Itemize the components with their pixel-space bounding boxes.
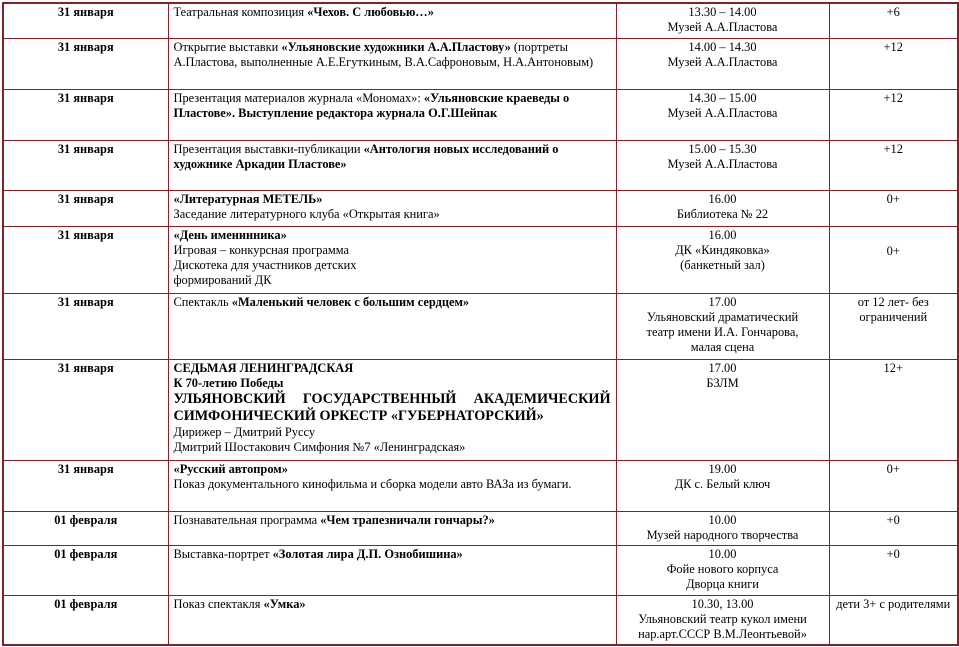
event-description	[168, 140, 616, 190]
event-type: Выставка-портрет	[173, 546, 273, 561]
performer-title: УЛЬЯНОВСКИЙ ГОСУДАРСТВЕННЫЙ АКАДЕМИЧЕСКИЙ СИМФОНИЧЕСКИЙ ОРКЕСТР «ГУБЕРНАТОРСКИЙ»	[173, 390, 611, 424]
event-title: «Антология новых исследований о художнике Аркадии Пластове»	[173, 141, 559, 171]
event-date: 01 февраля	[3, 511, 168, 545]
event-time: 17.00	[708, 294, 737, 309]
event-description	[168, 89, 616, 140]
event-title: «Ульяновские художники А.А.Пластову»	[281, 39, 511, 54]
table-row	[3, 460, 958, 511]
event-date: 01 февраля	[3, 595, 168, 645]
event-title: «Маленький человек с большим сердцем»	[231, 294, 470, 309]
event-date: 01 февраля	[3, 545, 168, 595]
event-title: «Литературная МЕТЕЛЬ»	[173, 191, 323, 206]
event-date: 31 января	[3, 3, 168, 38]
event-time-venue	[616, 190, 829, 226]
table-row	[3, 545, 958, 595]
table-row	[3, 140, 958, 190]
event-title: «Чехов. С любовью…»	[307, 5, 434, 19]
event-venue: ДК «Киндяковка»	[675, 242, 770, 257]
table-row	[3, 3, 958, 38]
event-time-venue	[616, 226, 829, 293]
event-venue: Дворца книги	[686, 576, 759, 591]
age-rating: 12+	[829, 359, 958, 460]
event-description	[168, 359, 616, 460]
event-date: 31 января	[3, 140, 168, 190]
event-venue: Ульяновский драматический	[646, 309, 799, 324]
event-time: 14.30 – 15.00	[688, 90, 757, 105]
table-row	[3, 190, 958, 226]
event-time-venue	[616, 359, 829, 460]
event-title: «День именинника»	[173, 227, 287, 242]
event-description	[168, 460, 616, 511]
event-venue: театр имени И.А. Гончарова,	[646, 324, 799, 339]
age-rating: +6	[829, 3, 958, 38]
event-venue: Ульяновский театр кукол имени	[638, 611, 807, 626]
event-description	[168, 511, 616, 545]
event-venue: (банкетный зал)	[680, 257, 765, 272]
event-venue: ДК с. Белый ключ	[674, 476, 771, 491]
events-schedule-table	[2, 2, 959, 646]
age-rating: +12	[829, 38, 958, 89]
event-title: «Чем трапезничали гончары?»	[320, 512, 495, 527]
event-time-venue	[616, 511, 829, 545]
event-type: Презентация материалов журнала «Мономах»:	[173, 90, 424, 105]
age-rating: 0+	[829, 190, 958, 226]
event-time: 10.30, 13.00	[691, 596, 754, 611]
event-date: 31 января	[3, 190, 168, 226]
table-row	[3, 293, 958, 359]
age-rating: +12	[829, 140, 958, 190]
event-time-venue	[616, 293, 829, 359]
event-description	[168, 545, 616, 595]
event-time: 19.00	[708, 461, 737, 476]
event-details: Дмитрий Шостакович Симфония №7 «Ленинградская»	[173, 439, 466, 454]
age-rating: 0+	[829, 460, 958, 511]
event-venue: БЗЛМ	[706, 375, 739, 390]
event-time-venue	[616, 460, 829, 511]
age-rating: +0	[829, 511, 958, 545]
event-description	[168, 3, 616, 38]
event-details: формирований ДК	[173, 272, 272, 287]
event-time: 16.00	[708, 191, 737, 206]
event-date: 31 января	[3, 460, 168, 511]
event-time: 10.00	[708, 546, 737, 561]
event-type: Презентация выставки-публикации	[173, 141, 364, 156]
table-row	[3, 511, 958, 545]
event-venue: Библиотека № 22	[676, 206, 769, 221]
event-title: «Золотая лира Д.П. Ознобишина»	[272, 546, 463, 561]
event-type: Театральная композиция	[173, 5, 308, 19]
event-time-venue	[616, 545, 829, 595]
event-venue: Музей А.А.Пластова	[667, 156, 778, 171]
event-title: СЕДЬМАЯ ЛЕНИНГРАДСКАЯ	[173, 360, 354, 375]
age-rating: +12	[829, 89, 958, 140]
table-row	[3, 359, 958, 460]
event-date: 31 января	[3, 226, 168, 293]
event-venue: Музей А.А.Пластова	[667, 54, 778, 69]
event-details: (портреты А.Пластова, выполненные А.Е.Егуткиным, В.А.Сафроновым, Н.А.Антоновым)	[173, 39, 594, 69]
event-description	[168, 595, 616, 645]
event-time-venue	[616, 3, 829, 38]
event-time-venue	[616, 140, 829, 190]
table-row	[3, 38, 958, 89]
event-time: 17.00	[708, 360, 737, 375]
event-time-venue	[616, 38, 829, 89]
table-row	[3, 595, 958, 645]
event-time: 10.00	[708, 512, 737, 527]
event-details: Заседание литературного клуба «Открытая книга»	[173, 206, 440, 221]
event-date: 31 января	[3, 38, 168, 89]
event-title: «Умка»	[263, 596, 306, 611]
event-time: 15.00 – 15.30	[688, 141, 757, 156]
event-venue: Музей народного творчества	[646, 527, 799, 542]
event-venue: Музей А.А.Пластова	[667, 20, 778, 34]
event-time: 13.30 – 14.00	[688, 5, 757, 19]
event-type: Познавательная программа	[173, 512, 321, 527]
age-rating: дети 3+ с родителями	[829, 595, 958, 645]
event-description	[168, 293, 616, 359]
event-time-venue	[616, 89, 829, 140]
event-venue: Фойе нового корпуса	[666, 561, 779, 576]
event-type: Открытие выставки	[173, 39, 282, 54]
event-type: Показ спектакля	[173, 596, 264, 611]
event-venue: Музей А.А.Пластова	[667, 105, 778, 120]
event-details: Дискотека для участников детских	[173, 257, 357, 272]
event-date: 31 января	[3, 89, 168, 140]
event-type: Спектакль	[173, 294, 232, 309]
age-rating: +0	[829, 545, 958, 595]
table-row	[3, 226, 958, 293]
age-rating: от 12 лет- без ограничений	[829, 293, 958, 359]
event-title: «Ульяновские краеведы о Пластове». Выступление редактора журнала О.Г.Шейпак	[173, 90, 570, 120]
event-time: 14.00 – 14.30	[688, 39, 757, 54]
event-subtitle: К 70-летию Победы	[173, 375, 284, 390]
event-description	[168, 190, 616, 226]
event-description	[168, 226, 616, 293]
event-venue: малая сцена	[690, 339, 755, 354]
event-description	[168, 38, 616, 89]
event-details: Игровая – конкурсная программа	[173, 242, 349, 257]
event-details: Дирижер – Дмитрий Руссу	[173, 424, 316, 439]
event-date: 31 января	[3, 293, 168, 359]
event-details: Показ документального кинофильма и сборка модели авто ВАЗа из бумаги.	[173, 476, 572, 491]
event-time-venue	[616, 595, 829, 645]
event-time: 16.00	[708, 227, 737, 242]
event-title: «Русский автопром»	[173, 461, 288, 476]
age-rating: 0+	[829, 226, 958, 293]
event-date: 31 января	[3, 359, 168, 460]
table-row	[3, 89, 958, 140]
event-venue: нар.арт.СССР В.М.Леонтьевой»	[638, 626, 807, 641]
